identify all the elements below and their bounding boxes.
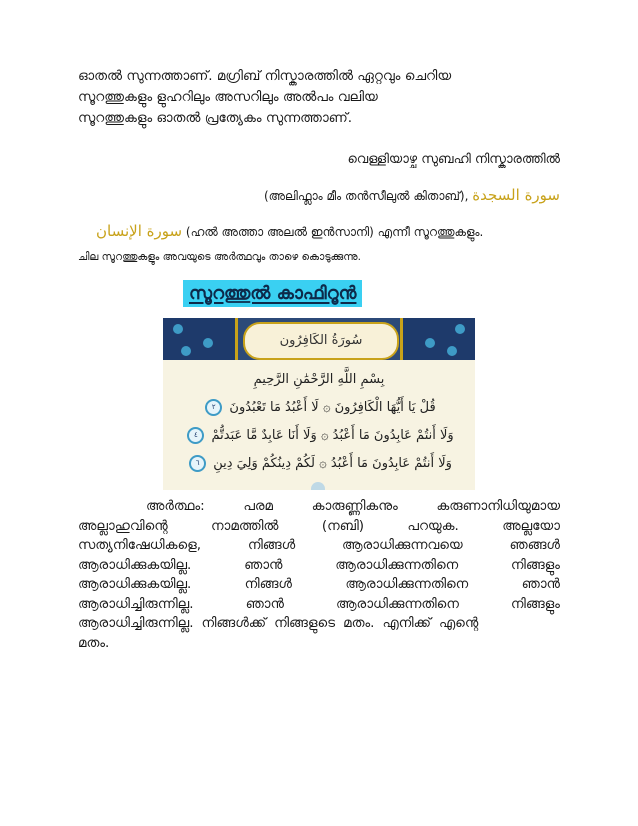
meaning-word: ഞാൻ bbox=[521, 576, 560, 592]
meaning-word: ഞങ്ങൾ bbox=[509, 537, 560, 553]
meaning-word: ഞാൻ bbox=[244, 556, 283, 573]
meaning-word: ആരാധിക്കുകയില്ല. bbox=[78, 576, 192, 592]
meaning-word: അല്ലയോ bbox=[502, 517, 560, 534]
insan-arabic-name: سورة الإنسان bbox=[96, 222, 183, 240]
meaning-word: നിങ്ങൾ bbox=[247, 537, 296, 553]
insan-transliteration: (ഹൽ അത്താ അലൽ ഇൻസാനി) എന്നീ സൂറത്തുകളും. bbox=[185, 225, 484, 239]
sajda-line bbox=[264, 186, 560, 204]
meaning-line bbox=[78, 595, 560, 615]
quran-verse-row bbox=[173, 424, 465, 448]
meaning-word: മതം. bbox=[78, 634, 110, 651]
meaning-word: നിങ്ങളുടെ bbox=[274, 615, 336, 631]
meaning-word: മതം. bbox=[343, 615, 375, 631]
meaning-line bbox=[78, 634, 560, 654]
intro-paragraph bbox=[78, 66, 568, 129]
meaning-word: പറയുക. bbox=[407, 517, 459, 534]
meaning-word: പരമ bbox=[243, 498, 273, 514]
meaning-word: നിങ്ങളും bbox=[510, 556, 560, 573]
quran-verse: وَلَا أَنتُمْ عَابِدُونَ مَا أَعْبُدُ ۞ لَكُمْ دِينُكُمْ وَلِيَ دِينِ bbox=[213, 456, 452, 471]
meaning-word: നിങ്ങൾ bbox=[244, 576, 292, 592]
verse-number-icon: ٦ bbox=[189, 455, 206, 472]
meaning-word: ആരാധിക്കുന്നതിനെ bbox=[336, 595, 459, 612]
quran-verse-row bbox=[173, 452, 465, 476]
meaning-word: നിങ്ങളും bbox=[510, 595, 560, 612]
meaning-word: ആരാധിക്കുന്നവയെ bbox=[341, 537, 463, 553]
meaning-word: കരുണാനിധിയുമായ bbox=[436, 498, 560, 514]
basmala-verse: بِسْمِ اللَّهِ الرَّحْمَٰنِ الرَّحِيمِ bbox=[253, 372, 385, 387]
quran-verse: وَلَا أَنتُمْ عَابِدُونَ مَا أَعْبُدُ ۞ وَلَا أَنَا عَابِدٌ مَّا عَبَدتُّمْ bbox=[211, 428, 454, 443]
explanation-line: ചില സൂറത്തുകളും അവയുടെ അർത്ഥവും താഴെ കൊടുക്കുന്നു. bbox=[78, 251, 361, 263]
ornament-bottom-icon bbox=[311, 482, 325, 490]
meaning-word: ആരാധിക്കുന്നതിനെ bbox=[335, 556, 459, 573]
surah-title: സൂറത്തുൽ കാഫിറൂൻ bbox=[183, 280, 362, 307]
meaning-word: എന്റെ bbox=[438, 615, 479, 631]
insan-line bbox=[96, 222, 483, 240]
quran-image-header bbox=[163, 318, 475, 360]
meaning-line bbox=[78, 556, 560, 576]
meaning-word: കാരുണ്ണികനും bbox=[311, 498, 398, 514]
meaning-line bbox=[78, 517, 560, 537]
quran-verse: قُلْ يَا أَيُّهَا الْكَافِرُونَ ۞ لَا أَعْبُدُ مَا تَعْبُدُونَ bbox=[229, 400, 436, 415]
sajda-transliteration: (അലിഫ്ലാം മീം തൻസീലുൽ കിതാബ്), bbox=[264, 189, 469, 203]
surah-name-cartouche: سُورَةُ الكَافِرُون bbox=[243, 322, 399, 360]
meaning-word: ആരാധിക്കുന്നതിനെ bbox=[345, 576, 469, 592]
meaning-word: എനിക്ക് bbox=[382, 615, 431, 631]
meaning-paragraph bbox=[78, 497, 560, 653]
meaning-word: അർത്ഥം: bbox=[146, 498, 205, 514]
ornament-left-icon bbox=[163, 318, 238, 360]
meaning-line bbox=[78, 536, 560, 556]
surah-title-wrapper bbox=[183, 280, 362, 307]
friday-prayer-line: വെള്ളിയാഴ്ച സുബഹി നിസ്കാരത്തിൽ bbox=[347, 152, 560, 167]
sajda-arabic-name: سورة السجدة bbox=[472, 186, 560, 204]
meaning-line bbox=[78, 614, 560, 634]
meaning-line bbox=[78, 575, 560, 595]
intro-line: ഓതൽ സുന്നത്താണ്. മഗ്രിബ് നിസ്കാരത്തിൽ ഏറ്റവും ചെറിയ bbox=[78, 68, 452, 84]
verse-number-icon: ٢ bbox=[205, 399, 222, 416]
quran-surah-image bbox=[163, 318, 475, 490]
meaning-word: നിങ്ങൾക്ക് bbox=[201, 615, 267, 631]
meaning-word: ആരാധിക്കുകയില്ല. bbox=[78, 556, 192, 573]
intro-line: സൂറത്തുകളും ളുഹറിലും അസറിലും അൽപം വലിയ bbox=[78, 89, 378, 105]
meaning-word: ആരാധിച്ചിരുന്നില്ല. bbox=[78, 615, 194, 631]
meaning-word: നാമത്തിൽ bbox=[211, 517, 279, 534]
ornament-right-icon bbox=[400, 318, 475, 360]
intro-line: സൂറത്തുകളും ഓതൽ പ്രത്യേകം സുന്നത്താണ്. bbox=[78, 110, 353, 126]
meaning-line bbox=[78, 497, 560, 517]
meaning-word: (നബി) bbox=[321, 517, 365, 534]
verse-number-icon: ٤ bbox=[187, 427, 204, 444]
meaning-word: സത്യനിഷേധികളെ, bbox=[78, 537, 202, 553]
meaning-word: അല്ലാഹുവിന്റെ bbox=[78, 517, 168, 534]
meaning-word: ഞാൻ bbox=[245, 595, 284, 612]
meaning-word: ആരാധിച്ചിരുന്നില്ല. bbox=[78, 595, 194, 612]
quran-verse-row bbox=[173, 396, 465, 420]
